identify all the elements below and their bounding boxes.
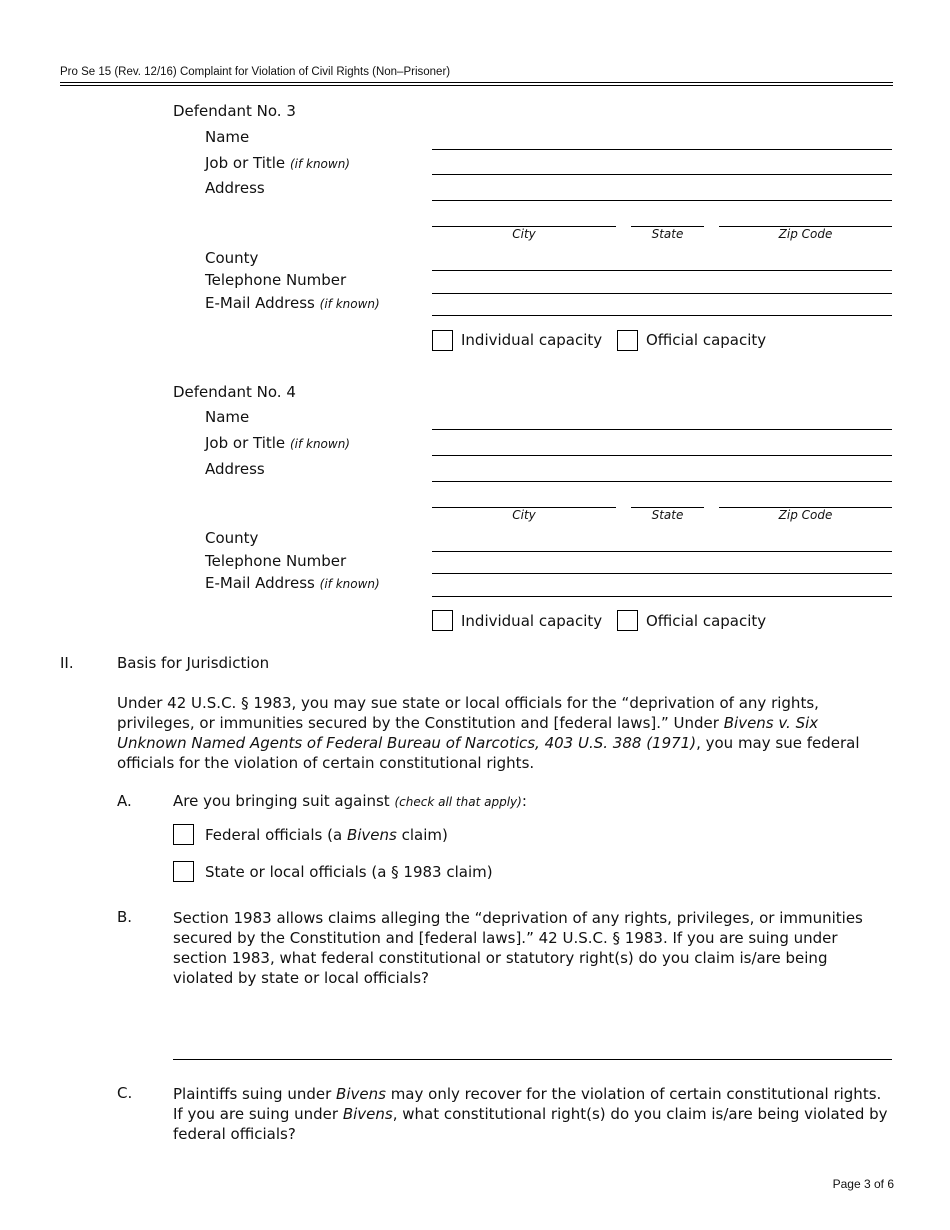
job-title-field[interactable] [432,455,892,456]
city-caption: City [512,508,536,522]
individual-capacity-checkbox[interactable] [432,610,453,631]
individual-capacity-checkbox[interactable] [432,330,453,351]
email-hint: (if known) [319,297,380,311]
county-field[interactable] [432,270,892,271]
state-field[interactable] [631,507,704,508]
bivens-word: Bivens [346,826,397,844]
answer-b-field[interactable] [173,1059,892,1060]
zip-field[interactable] [719,507,892,508]
question-a-hint: (check all that apply) [394,795,522,809]
question-a-text: Are you bringing suit against [173,792,390,810]
job-title-hint: (if known) [289,437,350,451]
job-title-label [205,154,350,172]
county-label: County [205,249,259,267]
official-capacity-checkbox[interactable] [617,330,638,351]
question-c-text-mid: may only recover for the violation of certain constitutional rights. If you are suing under [173,1085,882,1123]
form-header: Pro Se 15 (Rev. 12/16) Complaint for Violation of Civil Rights (Non–Prisoner) [60,66,451,78]
question-a-colon: : [521,792,527,810]
city-caption: City [512,227,536,241]
county-label: County [205,529,259,547]
name-field[interactable] [432,429,892,430]
city-field[interactable] [432,507,616,508]
defendant-title: Defendant No. 4 [173,383,296,401]
name-label: Name [205,128,250,146]
address-label: Address [205,460,265,478]
address-label: Address [205,179,265,197]
section-title: Basis for Jurisdiction [117,654,270,672]
item-letter-b: B. [117,908,133,926]
job-title-text: Job or Title [205,154,286,172]
email-hint: (if known) [319,577,380,591]
telephone-field[interactable] [432,573,892,574]
question-c-text-end: , what constitutional right(s) do you claim is/are being violated by federal officials? [173,1105,888,1143]
state-caption: State [651,227,684,241]
bivens-word: Bivens [336,1085,386,1103]
job-title-hint: (if known) [289,157,350,171]
email-label [205,294,380,312]
official-capacity-label: Official capacity [646,331,767,349]
address-field[interactable] [432,481,892,482]
intro-text: Under 42 U.S.C. § 1983, you may sue state or local officials for the “deprivation of any rights, privileges, or immunities secured by the Constitution and [federal laws].” Under [117,694,819,732]
job-title-field[interactable] [432,174,892,175]
email-text: E-Mail Address [205,294,315,312]
section-numeral: II. [60,654,74,672]
federal-officials-label [205,826,448,844]
address-field[interactable] [432,200,892,201]
page-number: Page 3 of 6 [832,1177,894,1191]
question-b: Section 1983 allows claims alleging the “deprivation of any rights, privileges, or immunities secured by the Constitution and [federal laws].” 42 U.S.C. § 1983. If you are suing under section 1983, what federal constitutional or statutory right(s) do you claim is/are being violated by state or local officials? [173,909,863,987]
official-capacity-label: Official capacity [646,612,767,630]
job-title-label [205,434,350,452]
state-caption: State [651,508,684,522]
email-text: E-Mail Address [205,574,315,592]
federal-officials-text-end: claim) [396,826,448,844]
question-c-text: Plaintiffs suing under [173,1085,337,1103]
intro-text-end: , you may sue federal officials for the violation of certain constitutional rights. [117,734,860,772]
question-a [173,792,527,810]
bivens-word: Bivens [342,1105,393,1123]
item-letter-a: A. [117,792,132,810]
individual-capacity-label: Individual capacity [461,612,603,630]
federal-officials-text: Federal officials (a [205,826,347,844]
email-field[interactable] [432,315,892,316]
bivens-citation: Bivens v. Six Unknown Named Agents of Federal Bureau of Narcotics, 403 U.S. 388 (1971) [117,714,819,752]
telephone-label: Telephone Number [205,552,347,570]
item-letter-c: C. [117,1084,133,1102]
county-field[interactable] [432,551,892,552]
section-intro [117,693,877,773]
email-label [205,574,380,592]
defendant-title: Defendant No. 3 [173,102,296,120]
question-c [173,1084,888,1144]
individual-capacity-label: Individual capacity [461,331,603,349]
telephone-label: Telephone Number [205,271,347,289]
name-field[interactable] [432,149,892,150]
name-label: Name [205,408,250,426]
zip-caption: Zip Code [778,227,833,241]
state-local-officials-label: State or local officials (a § 1983 claim) [205,863,493,881]
defendant-block-3 [0,0,950,360]
official-capacity-checkbox[interactable] [617,610,638,631]
zip-caption: Zip Code [778,508,833,522]
federal-officials-checkbox[interactable] [173,824,194,845]
job-title-text: Job or Title [205,434,286,452]
state-local-officials-checkbox[interactable] [173,861,194,882]
email-field[interactable] [432,596,892,597]
telephone-field[interactable] [432,293,892,294]
